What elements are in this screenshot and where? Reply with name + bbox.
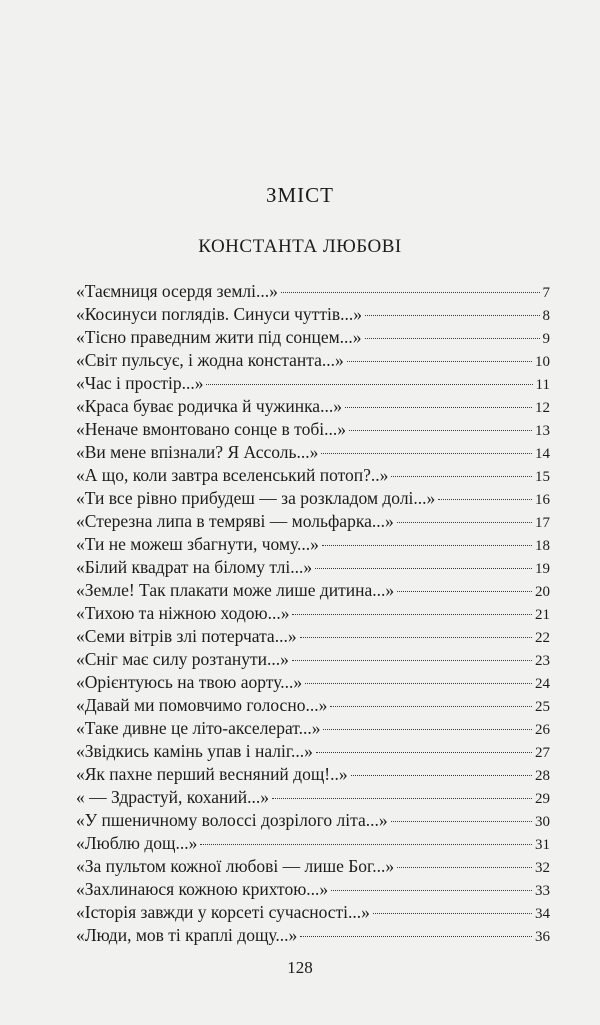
toc-leader-dots <box>391 821 532 822</box>
toc-entry-title: «Ти все рівно прибудеш — за розкладом долі...» <box>76 488 436 508</box>
toc-leader-dots <box>321 453 532 454</box>
toc-leader-dots <box>315 568 532 569</box>
toc-entry-title: «Білий квадрат на білому тлі...» <box>76 557 313 577</box>
toc-entry-page: 9 <box>542 331 550 347</box>
toc-entry-page: 32 <box>535 860 550 876</box>
toc-entry <box>76 649 550 672</box>
toc-leader-dots <box>391 476 532 477</box>
toc-entry-title: «Звідкись камінь упав і наліг...» <box>76 741 313 761</box>
toc-entry-page: 15 <box>535 469 550 485</box>
toc-entry <box>76 787 550 810</box>
toc-entry-title: «Неначе вмонтовано сонце в тобі...» <box>76 419 346 439</box>
toc-leader-dots <box>345 407 532 408</box>
toc-leader-dots <box>323 729 532 730</box>
toc-entry <box>76 304 550 327</box>
toc-entry <box>76 718 550 741</box>
page-title: ЗМІСТ <box>265 183 335 207</box>
toc-entry-title: «Краса буває родичка й чужинка...» <box>76 396 342 416</box>
toc-leader-dots <box>200 844 532 845</box>
toc-entry-title: «Захлинаюся кожною крихтою...» <box>76 879 329 899</box>
toc-entry-title: «Давай ми помовчимо голосно...» <box>76 695 328 715</box>
toc-entry-title: «Світ пульсує, і жодна константа...» <box>76 350 344 370</box>
toc-entry-page: 7 <box>542 285 550 301</box>
toc-entry-page: 26 <box>535 722 550 738</box>
toc-entry-page: 34 <box>535 906 550 922</box>
toc-entry-title: «Орієнтуюсь на твою аорту...» <box>76 672 303 692</box>
toc-leader-dots <box>322 545 532 546</box>
toc-entry-page: 17 <box>535 515 550 531</box>
toc-entry-page: 12 <box>535 400 550 416</box>
toc-leader-dots <box>272 798 532 799</box>
toc-entry <box>76 879 550 902</box>
toc-entry-title: «Як пахне перший весняний дощ!..» <box>76 764 348 784</box>
toc-entry-page: 19 <box>535 561 550 577</box>
toc-entry-page: 16 <box>535 492 550 508</box>
toc-leader-dots <box>331 890 532 891</box>
toc-entry-title: «Таке дивне це літо-акселерат...» <box>76 718 321 738</box>
toc-entry-title: «Ви мене впізнали? Я Ассоль...» <box>76 442 319 462</box>
toc-leader-dots <box>397 867 532 868</box>
toc-entry-title: «Люблю дощ...» <box>76 833 198 853</box>
toc-entry <box>76 327 550 350</box>
toc-entry <box>76 810 550 833</box>
toc-entry <box>76 741 550 764</box>
toc-entry <box>76 396 550 419</box>
toc-entry <box>76 373 550 396</box>
toc-leader-dots <box>300 936 532 937</box>
toc-entry-title: «Земле! Так плакати може лише дитина...» <box>76 580 395 600</box>
toc-entry <box>76 626 550 649</box>
toc-leader-dots <box>365 315 540 316</box>
toc-leader-dots <box>373 913 532 914</box>
toc-leader-dots <box>351 775 532 776</box>
toc-leader-dots <box>438 499 532 500</box>
toc-entry-page: 23 <box>535 653 550 669</box>
toc-entry-title: « — Здрастуй, коханий...» <box>76 787 269 807</box>
toc-entry <box>76 465 550 488</box>
toc-entry-title: «Тихою та ніжною ходою...» <box>76 603 290 623</box>
toc-entry <box>76 672 550 695</box>
toc-leader-dots <box>292 614 532 615</box>
toc-entry <box>76 833 550 856</box>
toc-leader-dots <box>365 338 540 339</box>
toc-leader-dots <box>292 660 532 661</box>
toc-leader-dots <box>305 683 532 684</box>
toc-entry-page: 18 <box>535 538 550 554</box>
toc-entry-page: 14 <box>535 446 550 462</box>
toc-leader-dots <box>347 361 532 362</box>
toc-entry-page: 28 <box>535 768 550 784</box>
toc-entry-page: 24 <box>535 676 550 692</box>
toc-entry-page: 20 <box>535 584 550 600</box>
toc-entry-title: «Час і простір...» <box>76 373 204 393</box>
toc-entry <box>76 442 550 465</box>
section-title: КОНСТАНТА ЛЮБОВІ <box>198 236 402 257</box>
toc-entry <box>76 557 550 580</box>
toc-entry <box>76 764 550 787</box>
toc-entry <box>76 925 550 948</box>
toc-entry <box>76 281 550 304</box>
toc-entry-page: 10 <box>535 354 550 370</box>
toc-entry-title: «Тісно праведним жити під сонцем...» <box>76 327 362 347</box>
toc-entry <box>76 350 550 373</box>
toc-entry-title: «У пшеничному волоссі дозрілого літа...» <box>76 810 388 830</box>
table-of-contents <box>76 281 550 948</box>
toc-entry-page: 29 <box>535 791 550 807</box>
toc-entry <box>76 856 550 879</box>
toc-leader-dots <box>330 706 532 707</box>
toc-entry-page: 22 <box>535 630 550 646</box>
toc-entry <box>76 603 550 626</box>
page-number: 128 <box>287 958 313 977</box>
toc-entry-page: 30 <box>535 814 550 830</box>
toc-entry-page: 33 <box>535 883 550 899</box>
toc-entry-title: «Сніг має силу розтанути...» <box>76 649 289 669</box>
toc-entry-title: «Люди, мов ті краплі дощу...» <box>76 925 298 945</box>
toc-entry <box>76 580 550 603</box>
toc-entry-title: «За пультом кожної любові — лише Бог...» <box>76 856 395 876</box>
toc-entry <box>76 534 550 557</box>
toc-entry-page: 11 <box>535 377 550 393</box>
toc-entry-page: 21 <box>535 607 550 623</box>
toc-entry-page: 27 <box>535 745 550 761</box>
toc-entry <box>76 488 550 511</box>
toc-leader-dots <box>316 752 532 753</box>
toc-entry <box>76 419 550 442</box>
toc-entry-title: «Стерезна липа в темряві — мольфарка...» <box>76 511 394 531</box>
toc-entry-page: 25 <box>535 699 550 715</box>
toc-entry-page: 36 <box>535 929 550 945</box>
toc-entry-page: 8 <box>542 308 550 324</box>
toc-entry-page: 13 <box>535 423 550 439</box>
toc-entry-title: «Таємниця осердя землі...» <box>76 281 278 301</box>
toc-leader-dots <box>349 430 532 431</box>
toc-entry-title: «Семи вітрів злі потерчата...» <box>76 626 297 646</box>
toc-entry <box>76 695 550 718</box>
toc-leader-dots <box>206 384 532 385</box>
toc-entry <box>76 511 550 534</box>
toc-leader-dots <box>300 637 532 638</box>
toc-entry <box>76 902 550 925</box>
toc-leader-dots <box>281 292 540 293</box>
toc-entry-page: 31 <box>535 837 550 853</box>
toc-entry-title: «А що, коли завтра вселенський потоп?..» <box>76 465 389 485</box>
toc-entry-title: «Косинуси поглядів. Синуси чуттів...» <box>76 304 362 324</box>
toc-entry-title: «Ти не можеш збагнути, чому...» <box>76 534 319 554</box>
toc-entry-title: «Історія завжди у корсеті сучасності...» <box>76 902 370 922</box>
toc-leader-dots <box>397 591 532 592</box>
toc-leader-dots <box>397 522 532 523</box>
